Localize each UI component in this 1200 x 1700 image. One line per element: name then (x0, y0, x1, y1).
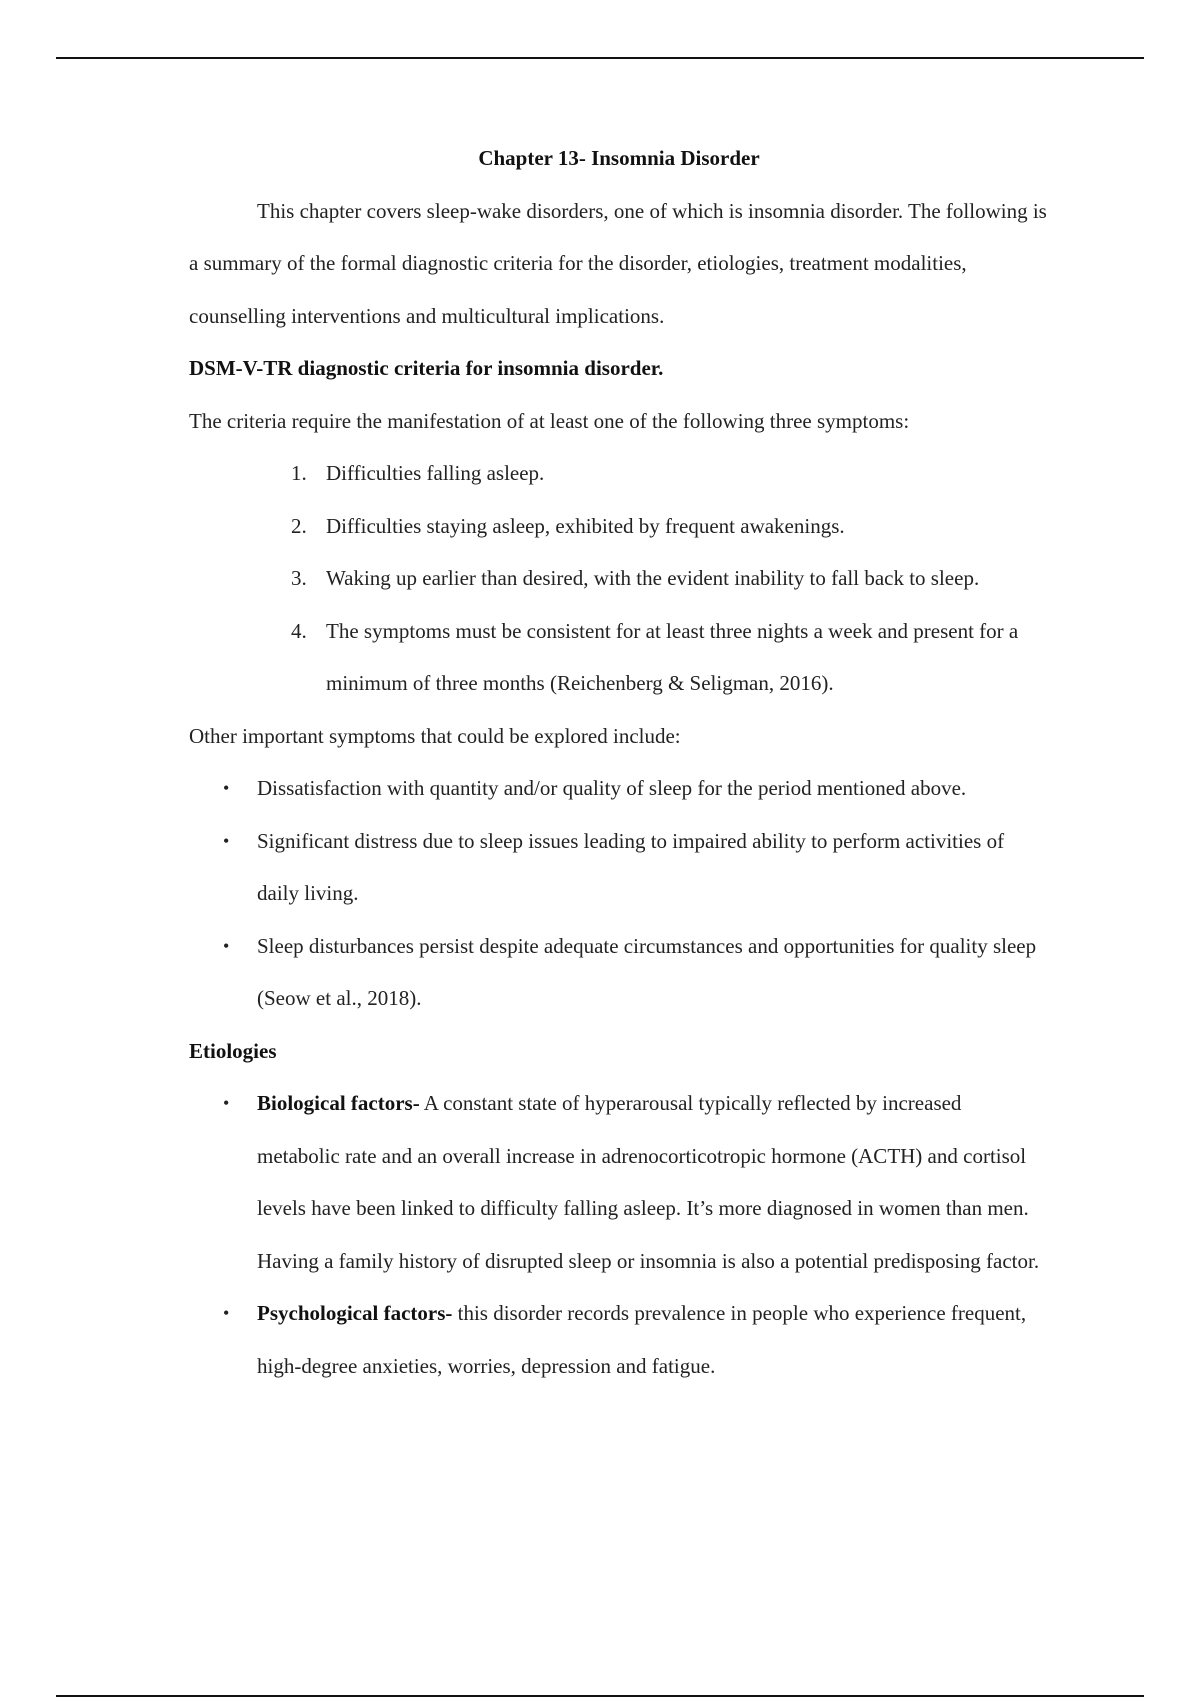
criteria-item (189, 552, 1049, 605)
bullet-icon: • (223, 1093, 230, 1113)
bullet-icon: • (223, 778, 230, 798)
document-body (189, 132, 1049, 1392)
page-bottom-rule (56, 1695, 1144, 1697)
symptom-item-text: Significant distress due to sleep issues leading to impaired ability to perform activities of daily living. (257, 828, 1005, 905)
etiology-item (189, 1077, 1049, 1287)
etiology-item (189, 1287, 1049, 1392)
etiology-text: this disorder records prevalence in people who experience frequent, high-degree anxieties, worries, depression and fatigue. (257, 1301, 1027, 1378)
list-number: 1. (291, 461, 307, 485)
etiology-term: Biological factors- (257, 1091, 420, 1115)
other-symptoms-list (189, 762, 1049, 1025)
criteria-list (189, 447, 1049, 710)
symptom-item (189, 920, 1049, 1025)
list-number: 2. (291, 513, 307, 538)
bullet-icon: • (223, 935, 230, 956)
etiology-text: A constant state of hyperarousal typically reflected by increased metabolic rate and an overall increase in adrenocorticotropic hormone (ACTH) and cortisol levels have been linked to difficulty falling asleep. It’s more diagnosed in women than men. Having a family history of disrupted sleep or insomnia is also a potential predisposing factor. (257, 1091, 1040, 1273)
criteria-item (189, 500, 1049, 553)
bullet-icon: • (223, 830, 230, 851)
chapter-title: Chapter 13- Insomnia Disorder (478, 146, 760, 170)
etiologies-list (189, 1077, 1049, 1392)
page-top-rule (56, 57, 1144, 59)
criteria-item-text: Waking up earlier than desired, with the evident inability to fall back to sleep. (326, 566, 980, 590)
criteria-intro: The criteria require the manifestation of at least one of the following three symptoms: (189, 408, 910, 433)
criteria-item (189, 447, 1049, 500)
etiologies-heading: Etiologies (189, 1038, 277, 1063)
list-number: 4. (291, 618, 307, 643)
criteria-item-text: The symptoms must be consistent for at least three nights a week and present for a minimum of three months (Reichenberg & Seligman, 2016). (326, 618, 1019, 695)
intro-paragraph: This chapter covers sleep-wake disorders, one of which is insomnia disorder. The following is a summary of the formal diagnostic criteria for the disorder, etiologies, treatment modalities, counselling interventions and multicultural implications. (189, 198, 1047, 328)
bullet-icon: • (223, 1303, 230, 1323)
symptom-item (189, 815, 1049, 920)
list-number: 3. (291, 566, 307, 590)
criteria-item (189, 605, 1049, 710)
criteria-item-text: Difficulties falling asleep. (326, 461, 545, 485)
symptom-item (189, 762, 1049, 815)
symptom-item-text: Dissatisfaction with quantity and/or quality of sleep for the period mentioned above. (257, 776, 967, 800)
symptom-item-text: Sleep disturbances persist despite adequate circumstances and opportunities for quality sleep (Seow et al., 2018). (257, 933, 1037, 1010)
etiology-term: Psychological factors- (257, 1301, 453, 1325)
other-symptoms-intro: Other important symptoms that could be explored include: (189, 723, 681, 748)
criteria-heading: DSM-V-TR diagnostic criteria for insomnia disorder. (189, 356, 664, 380)
criteria-item-text: Difficulties staying asleep, exhibited by frequent awakenings. (326, 513, 845, 538)
